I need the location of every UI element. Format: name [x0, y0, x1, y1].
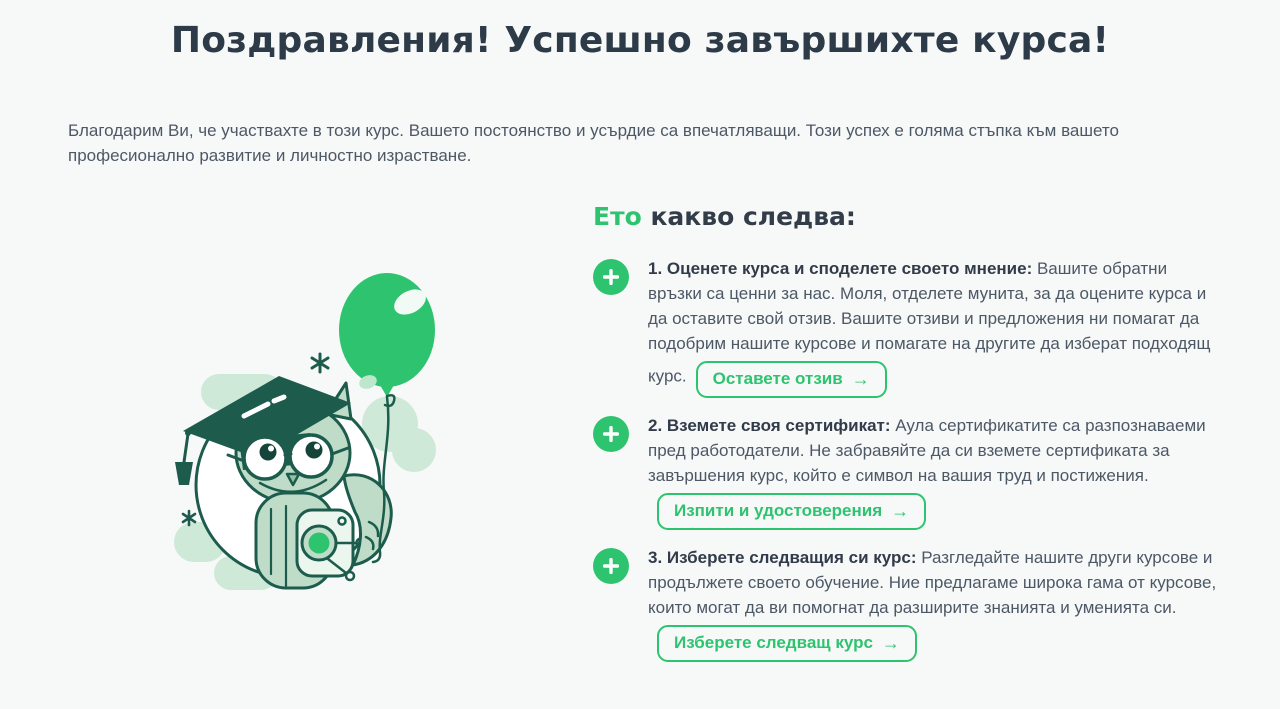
next-step-lead: 1. Оценете курса и споделете своето мнение:: [648, 259, 1033, 278]
next-step-text: [648, 545, 1223, 662]
arrow-right-icon: →: [851, 369, 870, 389]
plus-icon: [593, 259, 629, 295]
next-steps-section: [593, 202, 1223, 677]
owl-illustration: [158, 256, 470, 634]
page-title: Поздравления! Успешно завършихте курса!: [170, 20, 1110, 61]
next-steps-heading: [593, 202, 1223, 231]
plus-icon: [593, 416, 629, 452]
next-step-body: Аула сертификатите са разпознаваеми пред работодатели. Не забравяйте да си вземете сертификата за завършения курс, който е символ на вашия труд и постижения.: [648, 416, 1206, 485]
next-step-body: Разгледайте нашите други курсове и продължете своето обучение. Ние предлагаме широка гама от курсове, които могат да ви помогнат да разширите знанията и уменията си.: [648, 548, 1217, 617]
next-step-lead: 3. Изберете следващия си курс:: [648, 548, 917, 567]
arrow-right-icon: →: [881, 633, 900, 653]
exams-certificates-button[interactable]: [657, 493, 926, 530]
intro-paragraph: Благодарим Ви, че участвахте в този курс. Вашето постоянство и усърдие са впечатляващи. Този успех е голяма стъпка към вашето професионално развитие и личностно израстване.: [68, 121, 1119, 165]
choose-next-course-button-label: Изберете следващ курс: [674, 633, 873, 652]
sparkle-icon: [312, 354, 328, 372]
next-step-text: [648, 256, 1223, 398]
next-step-item-1: [593, 256, 1223, 398]
leave-review-button[interactable]: [696, 361, 887, 398]
next-step-item-2: [593, 413, 1223, 530]
next-step-lead: 2. Вземете своя сертификат:: [648, 416, 891, 435]
leave-review-button-label: Оставете отзив: [712, 369, 843, 388]
next-step-item-3: [593, 545, 1223, 662]
next-steps-heading-highlight: Ето: [593, 202, 642, 231]
choose-next-course-button[interactable]: [657, 625, 917, 662]
next-steps-heading-rest: какво следва:: [641, 202, 856, 231]
exams-certificates-button-label: Изпити и удостоверения: [674, 501, 883, 520]
plus-icon: [593, 548, 629, 584]
arrow-right-icon: →: [891, 501, 910, 521]
next-step-body: Вашите обратни връзки са ценни за нас. Моля, отделете мунита, за да оцените курса и да оставите свой отзив. Вашите отзиви и предложения ни помагат да подобрим нашите курсове и помагате на другите да изберат подходящ курс.: [648, 259, 1211, 386]
next-step-text: [648, 413, 1223, 530]
green-balloon-icon: [339, 273, 435, 406]
